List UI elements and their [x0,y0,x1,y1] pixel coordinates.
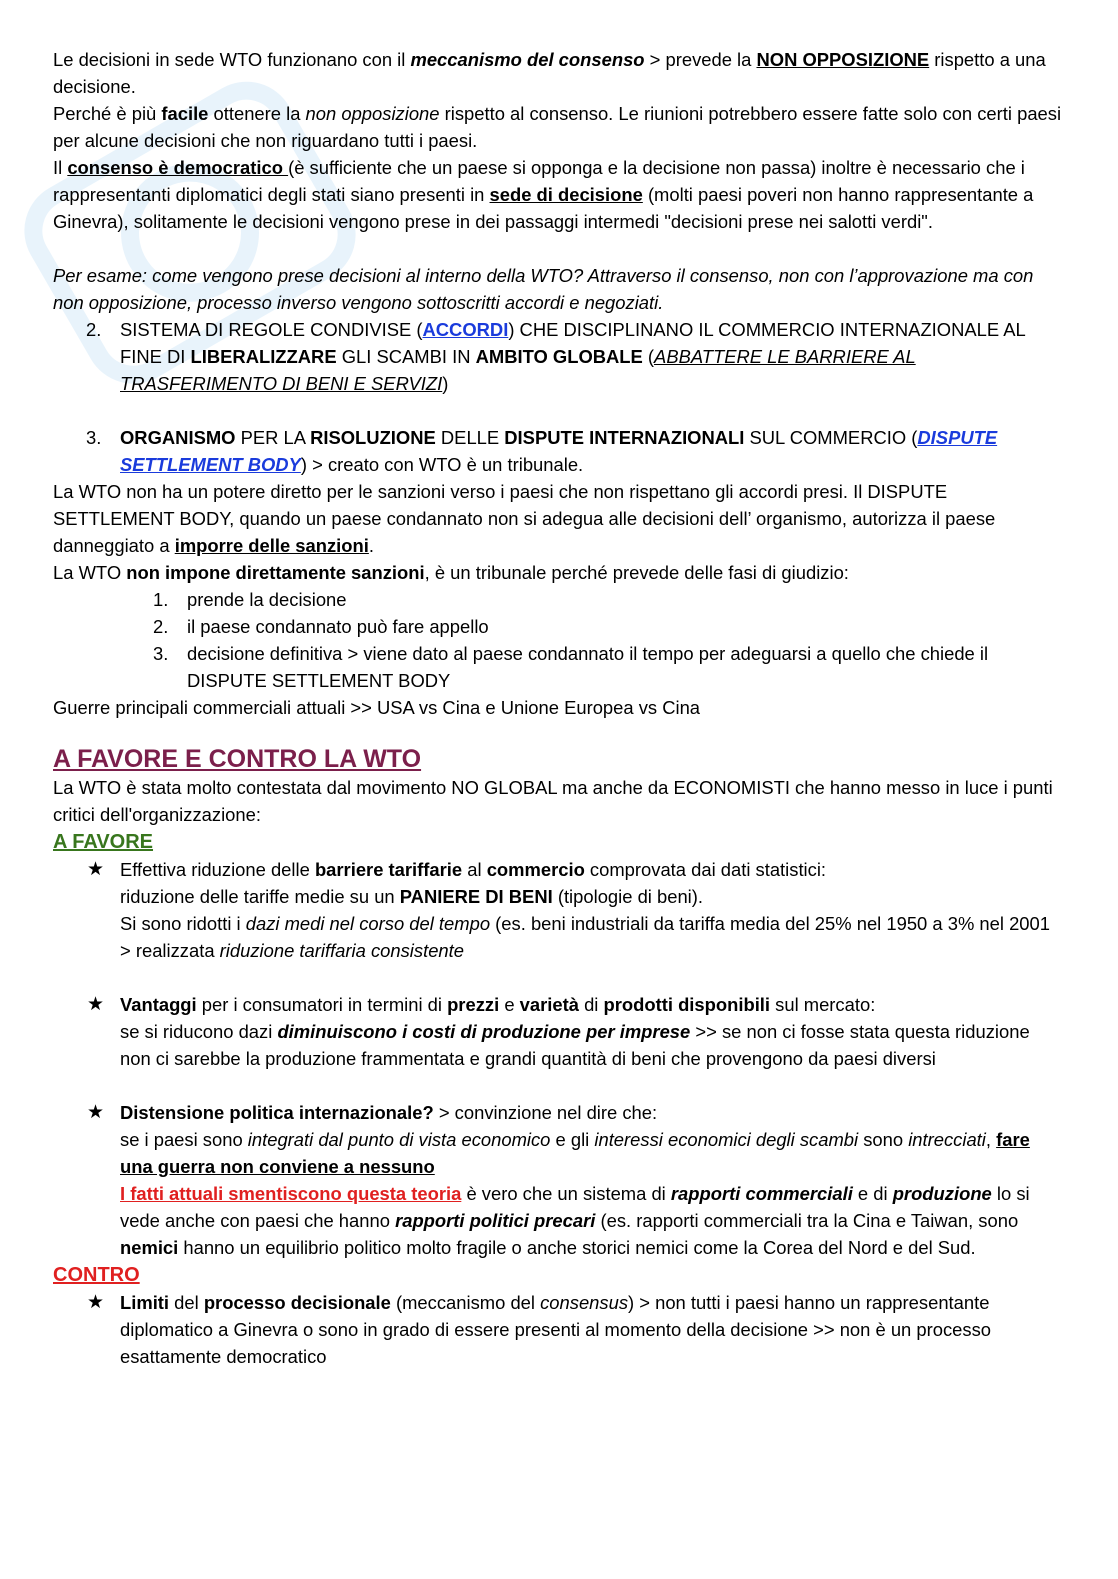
paragraph-exam-note: Per esame: come vengono prese decisioni al interno della WTO? Attraverso il consenso, non con l’approvazione ma con non opposizione, processo inverso vengono sottoscritti accordi e negoziati. [53,265,1034,313]
contro-item-decision-process: ★ Limiti del processo decisionale (meccanismo del consensus) > non tutti i paesi hanno un rappresentante diplomatico a Ginevra o sono in grado di essere presenti al momento della decisione >> non è un processo esattamente democratico [53,1289,1063,1370]
document-page [53,46,1063,1370]
list-item-3: 3. ORGANISMO PER LA RISOLUZIONE DELLE DISPUTE INTERNAZIONALI SUL COMMERCIO (DISPUTE SETTLEMENT BODY) > creato con WTO è un tribunale. [86,427,998,475]
star-icon: ★ [87,1292,105,1313]
section-intro: La WTO è stata molto contestata dal movimento NO GLOBAL ma anche da ECONOMISTI che hanno messo in luce i punti critici dell'organizzazione: [53,777,1053,825]
paragraph-consensus: Le decisioni in sede WTO funzionano con il meccanismo del consenso > prevede la NON OPPOSIZIONE rispetto a una decisione. [53,49,1046,97]
link-accordi[interactable]: ACCORDI [422,319,509,340]
paragraph-democratic: Il consenso è democratico (è sufficiente che un paese si opponga e la decisione non passa) inoltre è necessario che i rappresentanti diplomatici degli stati siano presenti in sede di decisione (molti paesi poveri non hanno rappresentante a Ginevra), solitamente le decisioni vengono prese in dei passaggi intermedi "decisioni prese nei salotti verdi". [53,157,1034,232]
paragraph-sanctions: La WTO non ha un potere diretto per le sanzioni verso i paesi che non rispettano gli accordi presi. Il DISPUTE SETTLEMENT BODY, quando un paese condannato non si adegua alle decisioni dell’ organismo, autorizza il paese danneggiato a imporre delle sanzioni. [53,481,996,556]
contro-heading: CONTRO [53,1264,140,1286]
favor-item-tariffs: ★ Effettiva riduzione delle barriere tariffarie al commercio comprovata dai dati statistici: riduzione delle tariffe medie su un PANIERE DI BENI (tipologie di beni). Si sono ridotti i dazi medi nel corso del tempo (es. beni industriali da tariffa media del 25% nel 1950 a 3% nel 2001 > realizzata riduzione tariffaria consistente [53,856,1063,964]
step-item: 2. il paese condannato può fare appello [153,616,489,637]
favor-item-consumers: ★ Vantaggi per i consumatori in termini di prezzi e varietà di prodotti disponibili sul mercato: se si riducono dazi diminuiscono i costi di produzione per imprese >> se non ci fosse stata questa riduzione non ci sarebbe la produzione frammentata e grandi quantità di beni che provengono da paesi diversi [53,991,1063,1072]
paragraph-tribunal: La WTO non impone direttamente sanzioni, è un tribunale perché prevede delle fasi di giudizio: [53,562,849,583]
star-icon: ★ [87,859,105,880]
star-icon: ★ [87,994,105,1015]
paragraph-non-opposition: Perché è più facile ottenere la non opposizione rispetto al consenso. Le riunioni potrebbero essere fatte solo con certi paesi per alcune decisioni che non riguardano tutti i paesi. [53,103,1062,151]
favor-heading: A FAVORE [53,831,154,853]
paragraph-trade-wars: Guerre principali commerciali attuali >> USA vs Cina e Unione Europea vs Cina [53,697,701,718]
link-dispute-settlement-body[interactable]: DISPUTE SETTLEMENT BODY [120,427,998,475]
favor-item-politics: ★ Distensione politica internazionale? > convinzione nel dire che: se i paesi sono integrati dal punto di vista economico e gli interessi economici degli scambi sono intrecciati, fare una guerra non conviene a nessuno I fatti attuali smentiscono questa teoria è vero che un sistema di rapporti commerciali e di produzione lo si vede anche con paesi che hanno rapporti politici precari (es. rapporti commerciali tra la Cina e Taiwan, sono nemici hanno un equilibrio politico molto fragile o anche storici nemici come la Corea del Nord e del Sud. [53,1099,1063,1261]
list-item-2: 2. SISTEMA DI REGOLE CONDIVISE (ACCORDI) CHE DISCIPLINANO IL COMMERCIO INTERNAZIONALE AL FINE DI LIBERALIZZARE GLI SCAMBI IN AMBITO GLOBALE (ABBATTERE LE BARRIERE AL TRASFERIMENTO DI BENI E SERVIZI) [86,319,1026,394]
star-icon: ★ [87,1102,105,1123]
step-item: 1. prende la decisione [153,589,347,610]
section-title: A FAVORE E CONTRO LA WTO [53,745,422,773]
step-item: 3. decisione definitiva > viene dato al paese condannato il tempo per adeguarsi a quello che chiede il DISPUTE SETTLEMENT BODY [153,643,989,691]
